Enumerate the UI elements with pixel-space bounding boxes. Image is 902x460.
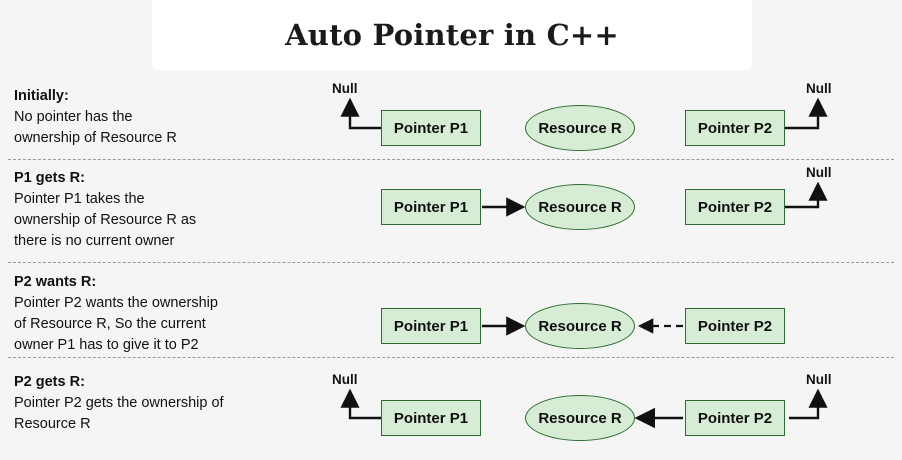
row-2-caption [14, 168, 314, 252]
row-4-p2-null-label: Null [806, 372, 832, 387]
row-3-divider [8, 357, 894, 358]
row-2-body-line-2: ownership of Resource R as [14, 212, 197, 228]
row-1-divider [8, 159, 894, 160]
row-3-pointer-p2-box: Pointer P2 [685, 308, 785, 344]
row-3-body-line-1: Pointer P2 wants the ownership [14, 295, 218, 311]
row-2-p2-null-arrow [785, 184, 818, 207]
row-1-pointer-p1-box: Pointer P1 [381, 110, 481, 146]
row-3-caption [14, 272, 334, 356]
row-2-resource-r-node: Resource R [525, 184, 635, 230]
title-banner [152, 0, 752, 70]
row-1-pointer-p2-box: Pointer P2 [685, 110, 785, 146]
row-4-heading: P2 gets R: [14, 374, 85, 390]
row-1-p2-null-label: Null [806, 81, 832, 96]
row-2-pointer-p2-box: Pointer P2 [685, 189, 785, 225]
row-2-p2-null-label: Null [806, 165, 832, 180]
row-2-pointer-p1-box: Pointer P1 [381, 189, 481, 225]
row-4-pointer-p1-box: Pointer P1 [381, 400, 481, 436]
row-4-caption [14, 372, 344, 435]
row-2-heading: P1 gets R: [14, 170, 85, 186]
row-4-p2-null-arrow [789, 391, 818, 418]
row-4-pointer-p2-box: Pointer P2 [685, 400, 785, 436]
row-3-resource-r-node: Resource R [525, 303, 635, 349]
row-4-body-line-2: Resource R [14, 416, 91, 432]
row-1-p1-null-arrow [350, 100, 381, 128]
row-3-body-line-2: of Resource R, So the current [14, 316, 206, 332]
row-4-p1-null-label: Null [332, 372, 358, 387]
row-3-body-line-3: owner P1 has to give it to P2 [14, 337, 199, 353]
row-1-heading: Initially: [14, 88, 69, 104]
row-1-p1-null-label: Null [332, 81, 358, 96]
row-1-p2-null-arrow [785, 100, 818, 128]
page-title: Auto Pointer in C++ [285, 18, 619, 52]
row-3-heading: P2 wants R: [14, 274, 97, 290]
row-1-body-line-1: No pointer has the [14, 109, 133, 125]
row-4-body-line-1: Pointer P2 gets the ownership of [14, 395, 224, 411]
row-2-body-line-3: there is no current owner [14, 233, 175, 249]
row-4-p1-null-arrow [350, 391, 381, 418]
row-1-resource-r-node: Resource R [525, 105, 635, 151]
row-1-caption [14, 86, 314, 149]
row-2-divider [8, 262, 894, 263]
row-2-body-line-1: Pointer P1 takes the [14, 191, 145, 207]
row-4-resource-r-node: Resource R [525, 395, 635, 441]
row-1-body-line-2: ownership of Resource R [14, 130, 177, 146]
row-3-pointer-p1-box: Pointer P1 [381, 308, 481, 344]
